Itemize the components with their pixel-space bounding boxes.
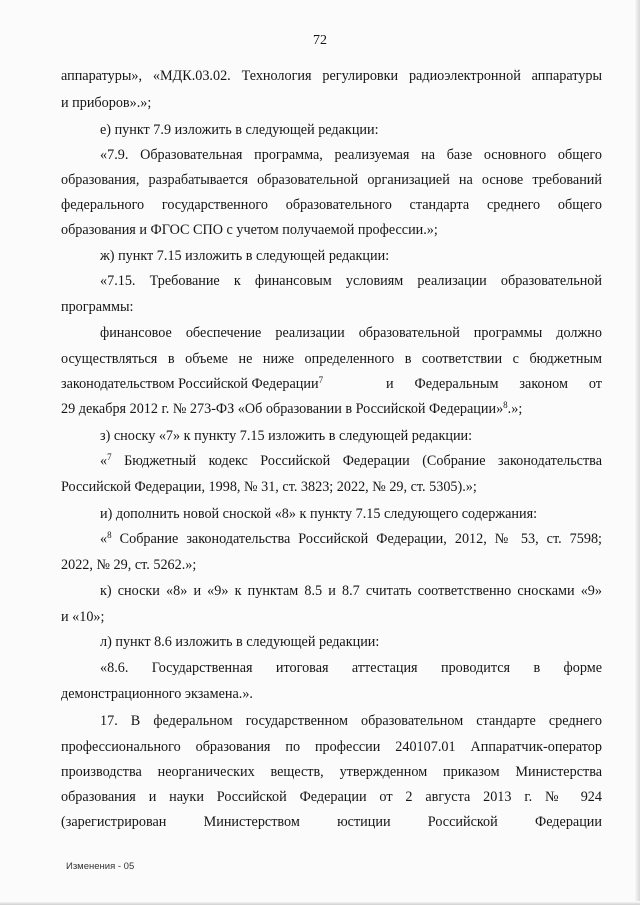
text-line: финансовое обеспечение реализации образовательной программы должно (100, 325, 602, 341)
scan-edge (634, 0, 640, 905)
text-line: е) пункт 7.9 изложить в следующей редакции: (100, 122, 379, 138)
footer-note: Изменения - 05 (66, 861, 135, 872)
text-line: «8.6. Государственная итоговая аттестация проводится в форме (100, 660, 602, 676)
text-line: образования, разрабатывается образовательной организацией на основе требований (61, 172, 602, 188)
text-line (100, 530, 602, 548)
text-fragment: .»; (507, 401, 523, 417)
footnote-mark-8: 8 (503, 400, 508, 410)
text-line: демонстрационного экзамена.». (61, 686, 253, 702)
text-line (61, 375, 323, 393)
page-number: 72 (313, 33, 327, 48)
text-fragment: 29 декабря 2012 г. № 273-ФЗ «Об образовании в Российской Федерации» (61, 401, 504, 417)
text-line: Российской Федерации, 1998, № 31, ст. 3823; 2022, № 29, ст. 5305).»; (61, 479, 477, 495)
text-line: образования и науки Российской Федерации от 2 августа 2013 г. № 924 (61, 789, 602, 805)
text-fragment: « (100, 531, 108, 547)
text-line: 17. В федеральном государственном образовательном стандарте среднего (100, 713, 602, 729)
text-fragment: Собрание законодательства Российской Федерации, 2012, № 53, ст. 7598; (111, 531, 602, 547)
text-line: з) сноску «7» к пункту 7.15 изложить в следующей редакции: (100, 428, 473, 444)
text-fragment: законодательством Российской Федерации (61, 376, 319, 392)
footnote-mark-7: 7 (318, 375, 324, 385)
text-line: и) дополнить новой сноской «8» к пункту 7.15 следующего содержания: (100, 506, 538, 522)
text-line: и приборов».»; (61, 95, 152, 111)
text-line (100, 452, 602, 470)
text-line: «7.15. Требование к финансовым условиям реализации образовательной (100, 273, 602, 289)
text-line: образования и ФГОС СПО с учетом получаемой профессии.»; (61, 222, 438, 238)
text-line: 2022, № 29, ст. 5262.»; (61, 557, 197, 573)
footnote-mark-7: 7 (107, 452, 112, 462)
text-line: к) сноски «8» и «9» к пунктам 8.5 и 8.7 считать соответственно сносками «9» (100, 583, 602, 599)
text-line: «7.9. Образовательная программа, реализуемая на базе основного общего (100, 147, 602, 163)
text-line: и Федеральным законом от (386, 376, 602, 392)
footnote-mark-8: 8 (107, 530, 112, 540)
scan-edge (0, 901, 640, 905)
text-fragment: « (100, 453, 108, 469)
text-line (61, 400, 522, 418)
text-line: ж) пункт 7.15 изложить в следующей редакции: (100, 248, 390, 264)
text-line: производства неорганических веществ, утвержденном приказом Министерства (61, 764, 602, 780)
text-line: л) пункт 8.6 изложить в следующей редакции: (100, 634, 380, 650)
text-line: осуществляться в объеме не ниже определенного в соответствии с бюджетным (61, 351, 602, 367)
text-line: аппаратуры», «МДК.03.02. Технология регулировки радиоэлектронной аппаратуры (61, 68, 602, 84)
text-line: профессионального образования по профессии 240107.01 Аппаратчик-оператор (61, 739, 602, 755)
text-line: и «10»; (61, 609, 105, 625)
text-fragment: Бюджетный кодекс Российской Федерации (Собрание законодательства (111, 453, 602, 469)
text-line: (зарегистрирован Министерством юстиции Российской Федерации (61, 814, 602, 830)
text-line: федерального государственного образовательного стандарта среднего общего (61, 197, 602, 213)
text-line: программы: (61, 299, 134, 315)
